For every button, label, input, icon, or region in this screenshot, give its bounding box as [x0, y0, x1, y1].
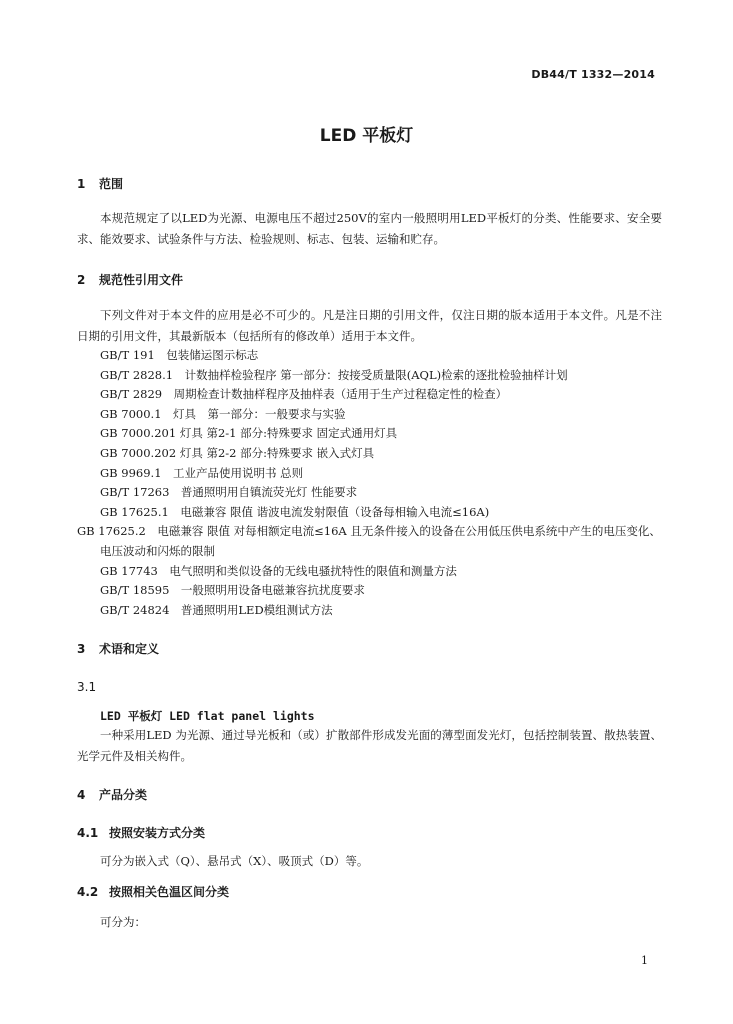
page-number: 1 [641, 954, 648, 967]
section-title: 术语和定义 [99, 642, 160, 656]
section-title: 产品分类 [99, 788, 148, 802]
subsection-number: 4.2 [77, 885, 99, 899]
section-number: 3 [77, 642, 86, 656]
section-2-heading [77, 271, 183, 288]
reference-item: GB 7000.1 灯具 第一部分：一般要求与实验 [100, 406, 346, 421]
section-number: 4 [77, 788, 86, 802]
subsection-3-1-number: 3.1 [77, 680, 97, 694]
term-definition: 一种采用LED 为光源、通过导光板和（或）扩散部件形成发光面的薄型面发光灯，包括控制装置、散热装置、光学元件及相关构件。 [77, 728, 662, 763]
section-number: 2 [77, 273, 86, 287]
section-4-heading [77, 786, 147, 803]
section-2-text: 下列文件对于本文件的应用是必不可少的。凡是注日期的引用文件，仅注日期的版本适用于本文件。凡是不注日期的引用文件，其最新版本（包括所有的修改单）适用于本文件。 [77, 308, 662, 343]
term-name: LED 平板灯 LED flat panel lights [100, 709, 315, 723]
document-title: LED 平板灯 [319, 126, 414, 146]
reference-item: GB 17743 电气照明和类似设备的无线电骚扰特性的限值和测量方法 [100, 563, 457, 578]
reference-item: GB/T 2829 周期检查计数抽样程序及抽样表（适用于生产过程稳定性的检查） [100, 387, 508, 402]
subsection-4-2-heading [77, 883, 229, 900]
reference-item: GB 9969.1 工业产品使用说明书 总则 [100, 465, 304, 480]
subsection-title: 按照相关色温区间分类 [109, 885, 230, 899]
subsection-4-1-text: 可分为嵌入式（Q）、悬吊式（X）、吸顶式（D）等。 [100, 854, 369, 868]
subsection-4-2-text: 可分为： [100, 915, 146, 929]
reference-item: GB/T 24824 普通照明用LED模组测试方法 [100, 602, 333, 617]
reference-item: GB 17625.1 电磁兼容 限值 谐波电流发射限值（设备每相输入电流≤16A) [100, 504, 490, 519]
reference-item: GB 7000.201 灯具 第2-1 部分:特殊要求 固定式通用灯具 [100, 426, 398, 441]
subsection-title: 按照安装方式分类 [109, 826, 206, 840]
standard-code: DB44/T 1332—2014 [531, 68, 655, 81]
section-3-heading [77, 640, 159, 657]
subsection-number: 4.1 [77, 826, 99, 840]
section-title: 规范性引用文件 [99, 273, 184, 287]
reference-item: GB 7000.202 灯具 第2-2 部分:特殊要求 嵌入式灯具 [100, 445, 375, 460]
reference-item: GB/T 2828.1 计数抽样检验程序 第一部分：按接受质量限(AQL)检索的逐批检验抽样计划 [100, 367, 568, 382]
section-number: 1 [77, 177, 86, 191]
normative-references-list [77, 346, 665, 620]
reference-item: GB/T 17263 普通照明用自镇流荧光灯 性能要求 [100, 485, 358, 500]
reference-item: GB 17625.2 电磁兼容 限值 对每相额定电流≤16A 且无条件接入的设备在公用低压供电系统中产生的电压变化、电压波动和闪烁的限制 [77, 524, 661, 558]
section-1-heading [77, 175, 123, 192]
reference-item: GB/T 191 包装储运图示标志 [100, 348, 259, 362]
section-title: 范围 [99, 177, 124, 191]
subsection-4-1-heading [77, 824, 205, 841]
reference-item: GB/T 18595 一般照明用设备电磁兼容抗扰度要求 [100, 583, 365, 598]
section-1-text: 本规范规定了以LED为光源、电源电压不超过250V的室内一般照明用LED平板灯的分类、性能要求、安全要求、能效要求、试验条件与方法、检验规则、标志、包装、运输和贮存。 [77, 211, 662, 246]
